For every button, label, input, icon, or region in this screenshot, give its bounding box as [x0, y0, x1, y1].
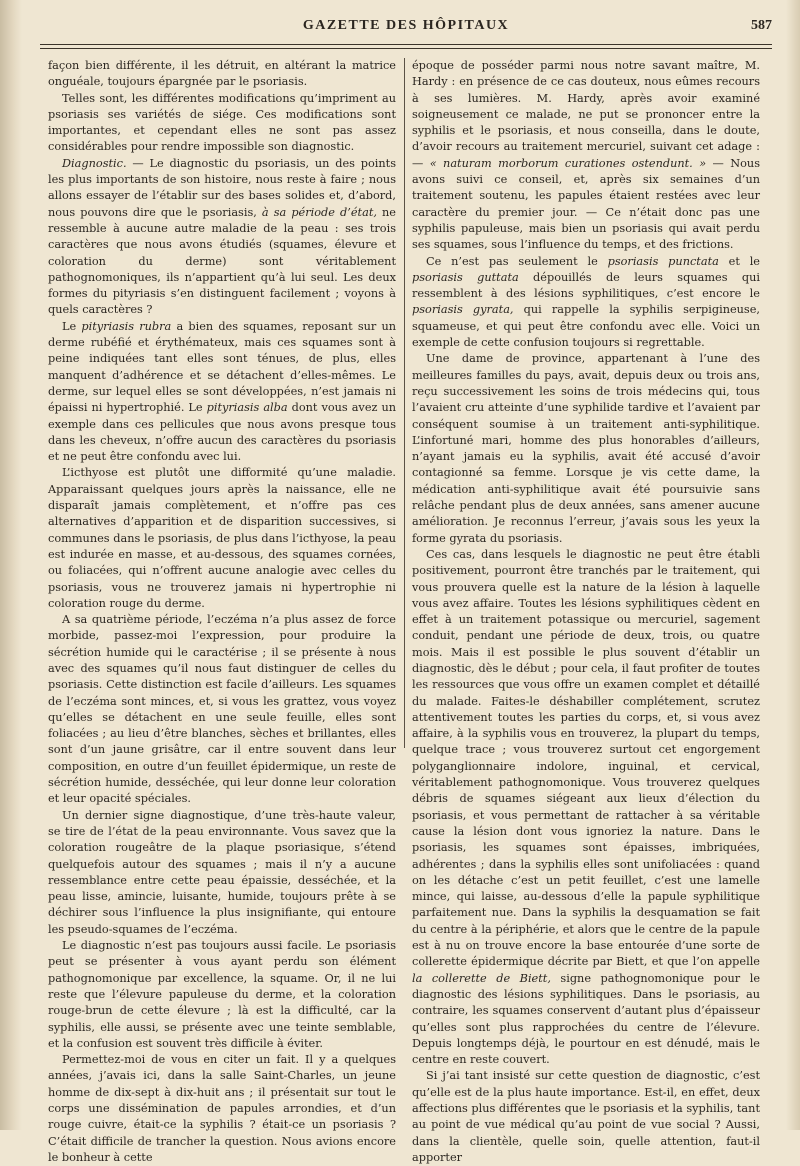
paragraph: Une dame de province, appartenant à l’une des meilleures familles du pays, avait, depuis deux ou trois ans, reçu successivement les soins de trois médecins qui, tous l’avaient cru atteinte d’une syphilide tardive et l’avaient par conséquent soumise à un traitement anti-syphilitique. L’infortuné mari, homme des plus honorables d’ailleurs, n’ayant jamais eu la syphilis, avait été accusé d’avoir contagionné sa femme. Lorsque je vis cette dame, la médication anti-syphilitique avait été poursuivie sans relâche pendant plus de deux années, sans amener aucune amélioration. Je reconnus l’erreur, j’avais sous les yeux la forme gyrata du psoriasis.	[412, 352, 760, 545]
column-divider	[404, 58, 405, 748]
left-column	[48, 58, 396, 1166]
header-rule	[40, 44, 772, 45]
paragraph: Un dernier signe diagnostique, d’une très-haute valeur, se tire de l’état de la peau environnante. Vous savez que la coloration rougeâtre de la plaque psoriasique, s’étend quelquefois autour des squames ; mais il n’y a aucune ressemblance entre cette peau épaissie, desséchée, et la peau lisse, amincie, luisante, humide, toujours prête à se déchirer sous l’influence la plus insignifiante, qui entoure les pseudo-squames de l’eczéma.	[48, 808, 396, 936]
right-column	[412, 58, 760, 1166]
paragraph: Ce n’est pas seulement le psoriasis punctata et le psoriasis guttata dépouillés de leurs squames qui ressemblent à des lésions syphilitiques, c’est encore le psoriasis gyrata, qui rappelle la syphilis serpigineuse, squameuse, et qui peut être confondu avec elle. Voici un exemple de cette confusion toujours si regrettable.	[412, 254, 760, 350]
paragraph: Ces cas, dans lesquels le diagnostic ne peut être établi positivement, pourront être tranchés par le traitement, qui vous prouvera quelle est la nature de la lésion à laquelle vous avez affaire. Toutes les lésions syphilitiques cèdent en effet à un traitement potassique ou mercuriel, sagement conduit, pendant une période de deux, trois, ou quatre mois. Mais il est possible le plus souvent d’établir un diagnostic, dès le début ; pour cela, il faut profiter de toutes les ressources que vous offre un examen complet et détaillé du malade. Faites-le déshabiller complétement, scrutez attentivement toutes les parties du corps, et, si vous avez affaire, à la syphilis vous en trouverez, la plupart du temps, quelque trace ; vous trouverez surtout cet engorgement polyganglionnaire indolore, inguinal, et cervical, véritablement pathognomonique. Vous trouverez quelques débris de squames siégeant aux lieux d’élection du psoriasis, et vous permettant de rattacher à sa véritable cause la lésion dont vous ignoriez la nature. Dans le psoriasis, les squames sont épaisses, imbriquées, adhérentes ; dans la syphilis elles sont unifoliacées : quand on les détache c’est un petit feuillet, c’est une lamelle mince, qui laisse, au-dessous d’elle la papule syphilitique parfaitement nue. Dans la syphilis la desquamation se fait du centre à la périphérie, et alors que le centre de la papule est à nu on trouve encore la base entourée d’une sorte de collerette épidermique décrite par Biett, et que l’on appelle la collerette de Biett, signe pathognomonique pour le diagnostic des lésions syphilitiques. Dans le psoriasis, au contraire, les squames conservent d’autant plus d’épaisseur qu’elles sont plus rapprochées du centre de l’élevure. Depuis longtemps déjà, le pourtour en est dénudé, mais le centre en reste couvert.	[412, 547, 760, 1067]
paragraph: Si j’ai tant insisté sur cette question de diagnostic, c’est qu’elle est de la plus haute importance. Est-il, en effet, deux affections plus différentes que le psoriasis et la syphilis, tant au point de vue médical qu’au point de vue social ? Aussi, dans la clientèle, quelle soin, quelle attention, faut-il apporter	[412, 1069, 760, 1164]
paragraph: Telles sont, les différentes modifications qu’impriment au psoriasis ses variétés de siége. Ces modifications sont importantes, et cependant elles ne sont pas assez considérables pour rendre impossible son diagnostic.	[48, 91, 396, 154]
running-header	[40, 18, 772, 42]
header-rule-thin	[40, 48, 772, 49]
page-number: 587	[751, 18, 772, 33]
paragraph: époque de posséder parmi nous notre savant maître, M. Hardy : en présence de ce cas douteux, nous eûmes recours à ses lumières. M. Hardy, après avoir examiné soigneusement ce malade, ne put se prononcer entre la syphilis et le psoriasis, et nous conseilla, dans le doute, d’avoir recours au traitement mercuriel, suivant cet adage : — « naturam morborum curationes ostendunt. » — Nous avons suivi ce conseil, et, après six semaines d’un traitement soutenu, les papules étaient restées avec leur caractère du premier jour. — Ce n’était donc pas une syphilis papuleuse, mais bien un psoriasis qui avait perdu ses squames, sous l’influence du temps, et des frictions.	[412, 59, 760, 252]
paragraph: A sa quatrième période, l’eczéma n’a plus assez de force morbide, passez-moi l’expression, pour produire la sécrétion humide qui le caractérise ; il se présente à nous avec des squames qu’il nous faut distinguer de celles du psoriasis. Cette distinction est facile d’ailleurs. Les squames de l’eczéma sont minces, et, si vous les grattez, vous voyez qu’elles se détachent en une seule feuille, elles sont foliacées ; au lieu d’être blanches, sèches et brillantes, elles sont d’un jaune grisâtre, car il entre souvent dans leur composition, en outre d’un feuillet épidermique, un reste de sécrétion humide, desséchée, qui leur donne leur coloration et leur opacité spéciales.	[48, 613, 396, 806]
journal-title: GAZETTE DES HÔPITAUX	[302, 18, 510, 33]
paragraph: Permettez-moi de vous en citer un fait. Il y a quelques années, j’avais ici, dans la salle Saint-Charles, un jeune homme de dix-sept à dix-huit ans ; il présentait sur tout le corps une dissémination de papules arrondies, et d’un rouge cuivre, était-ce la syphilis ? était-ce un psoriasis ? C’était difficile de trancher la question. Nous avions encore le bonheur à cette	[48, 1053, 396, 1164]
paragraph-diagnostic: Diagnostic. — Le diagnostic du psoriasis, un des points les plus importants de son histoire, nous reste à faire ; nous allons essayer de l’établir sur des bases solides et, d’abord, nous pouvons dire que le psoriasis, à sa période d’état, ne ressemble à aucune autre maladie de la peau : ses trois caractères que nous avons étudiés (squames, élevure et coloration du derme) sont véritablement pathognomoniques, ils n’appartient qu’à lui seul. Les deux formes du pityriasis s’en distinguent facilement ; voyons à quels caractères ?	[48, 156, 396, 317]
page-gutter-shadow	[0, 0, 22, 1130]
paragraph: façon bien différente, il les détruit, en altérant la matrice onguéale, toujours épargnée par le psoriasis.	[48, 59, 396, 89]
paragraph: Le diagnostic n’est pas toujours aussi facile. Le psoriasis peut se présenter à vous ayant perdu son élément pathognomonique par excellence, la squame. Or, il ne lui reste que l’élevure papuleuse du derme, et la coloration rouge-brun de cette élevure ; là est la difficulté, car la syphilis, elle aussi, se présente avec une teinte semblable, et la confusion est souvent très difficile à éviter.	[48, 939, 396, 1050]
paragraph: L’icthyose est plutôt une difformité qu’une maladie. Apparaissant quelques jours après la naissance, elle ne disparaît jamais complètement, et n’offre pas ces alternatives d’apparition et de disparition successives, si communes dans le psoriasis, de plus dans l’icthyose, la peau est indurée en masse, et au-dessous, des squames cornées, ou foliacées, qui n’offrent aucune analogie avec celles du psoriasis, vous ne trouverez jamais ni hypertrophie ni coloration rouge du derme.	[48, 466, 396, 610]
page-edge-shadow	[786, 0, 800, 1130]
paragraph: Le pityriasis rubra a bien des squames, reposant sur un derme rubéfié et érythémateux, mais ces squames sont à peine indiquées tant elles sont ténues, de plus, elles manquent d’adhérence et se détachent d’elles-mêmes. Le derme, sur lequel elles se sont développées, n’est jamais ni épaissi ni hypertrophié. Le pityriasis alba dont vous avez un exemple dans ces pellicules que nous avons presque tous dans les cheveux, n’offre aucun des caractères du psoriasis et ne peut être confondu avec lui.	[48, 319, 397, 464]
section-label: Diagnostic.	[62, 156, 127, 170]
